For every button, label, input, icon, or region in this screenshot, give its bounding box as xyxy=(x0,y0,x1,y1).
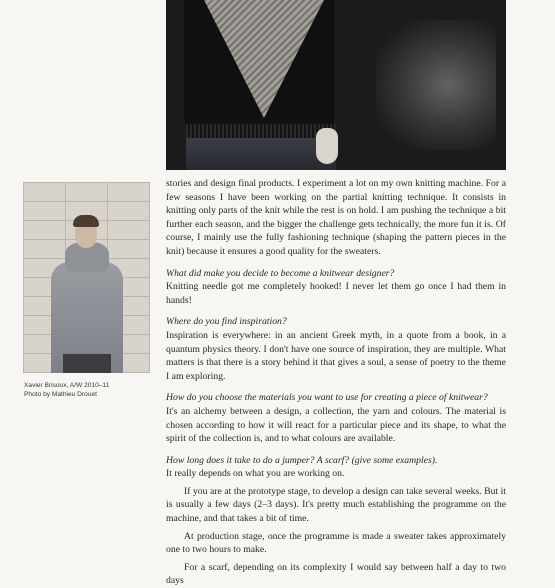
answer-duration-production: At production stage, once the programme is made a sweater takes approximately one to two hours to make. xyxy=(166,530,506,556)
question-designer: What did make you decide to become a knitwear designer? xyxy=(166,267,395,279)
caption-credit-designer: Xavier Brisoux, A/W 2010–11 xyxy=(24,382,110,389)
article-body xyxy=(166,177,506,588)
photo-portrait-hair xyxy=(73,215,99,227)
question-duration: How long does it take to do a jumper? A scarf? (give some examples). xyxy=(166,454,438,466)
answer-duration-intro: It really depends on what you are working on. xyxy=(166,468,345,480)
photo-sweater-rib-hem xyxy=(186,124,336,138)
caption-credit-photographer: Photo by Mathieu Drouet xyxy=(24,391,97,398)
answer-duration-prototype: If you are at the prototype stage, to develop a design can take several weeks. But it is usually a few days (2–3 days). It's pretty much establishing the programme on the machine, and that takes a bit of time. xyxy=(166,485,506,525)
question-materials: How do you choose the materials you want to use for creating a piece of knitwear? xyxy=(166,392,488,404)
photo-model-jeans xyxy=(186,138,336,170)
answer-designer: Knitting needle got me completely hooked! I never let them go once I had them in hands! xyxy=(166,281,506,306)
photo-model-hand xyxy=(316,128,338,164)
question-inspiration: Where do you find inspiration? xyxy=(166,316,287,328)
answer-materials: It's an alchemy between a design, a collection, the yarn and colours. The material is chosen according to how it will react for a particular piece and its shape, to what the spirit of the collection is, and to what colours are available. xyxy=(166,405,506,445)
photo-background-light xyxy=(376,20,496,150)
answer-duration-scarf: For a scarf, depending on its complexity I would say between half a day to two days xyxy=(166,561,506,587)
paragraph-intro: stories and design final products. I experiment a lot on my own knitting machine. For a few seasons I have been working on the partial knitting technique. It consists in knitting only parts of the knit while the rest is on hold. I am pushing the technique a bit further each season, and the bigger the challenge gets technically, the more fun it is. Of course, I mainly use the fully fashioning technique (shaping the pattern pieces in the knit) because it ensures a good quality for the sweaters. xyxy=(166,178,506,257)
photo-model-portrait xyxy=(23,182,150,373)
answer-inspiration: Inspiration is everywhere: in an ancient Greek myth, in a quote from a book, in a quantum physics theory. I don't have one source of inspiration, they are multiple. What matters is that there is a story behind it that gives a soul, a sense of poetry to the theme I am exploring. xyxy=(166,329,506,382)
photo-portrait-trousers xyxy=(63,354,111,373)
photo-knit-sweater-closeup xyxy=(166,0,506,170)
photo-caption xyxy=(24,381,164,399)
